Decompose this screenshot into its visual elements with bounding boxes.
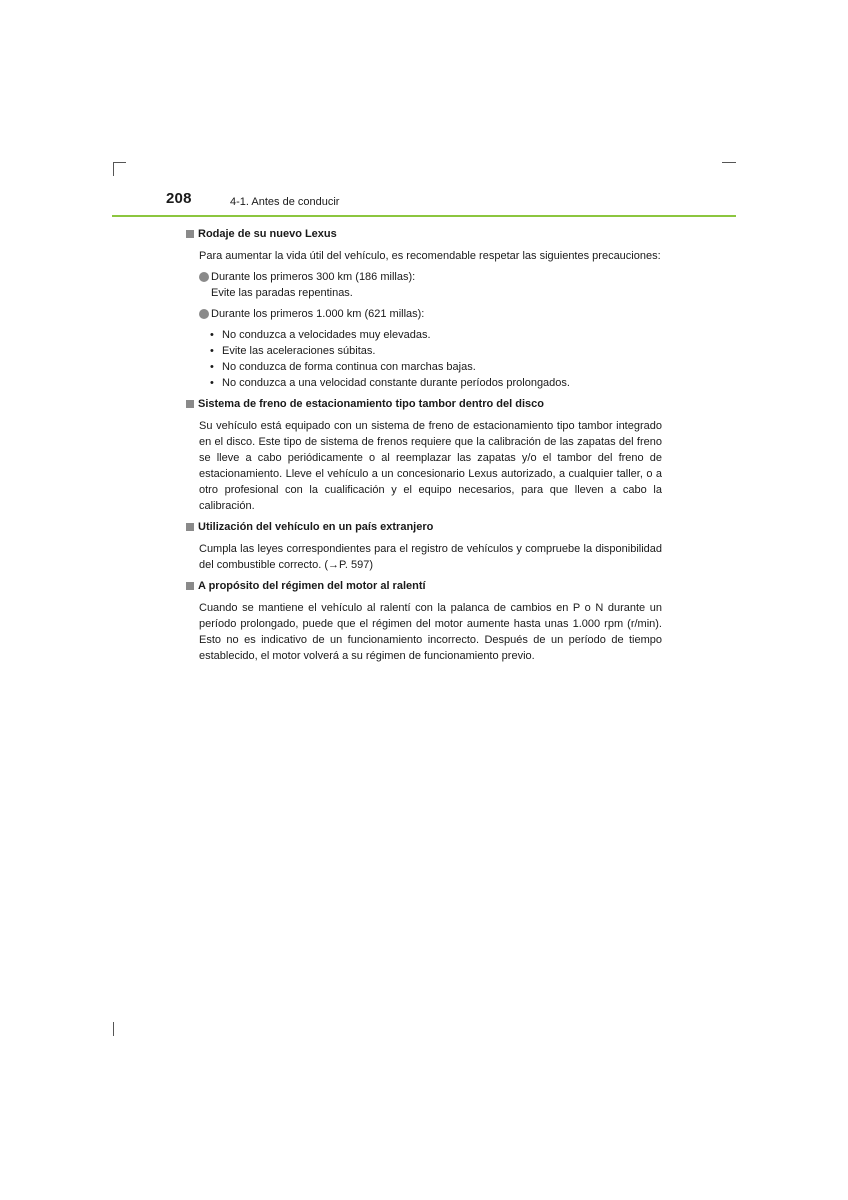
square-bullet-icon [186,523,194,531]
section-heading [186,226,662,242]
dot-bullet-icon: • [210,361,214,373]
crop-mark-top-left-vertical [113,162,114,176]
list-item [210,343,662,359]
crop-mark-bottom-left-vertical [113,1022,114,1036]
list-item [210,359,662,375]
section-body: Su vehículo está equipado con un sistema de freno de estacionamiento tipo tambor integrado en el disco. Este tipo de sistema de frenos requiere que la calibración de las zapatas del freno se lleve a cabo periódicamente o al reemplazar las zapatas y/o el tambor del freno de estacionamiento. Lleve el vehículo a un concesionario Lexus autorizado, a cualquier taller, o a otro profesional con la cualificación y el equipo necesarios, para que lleven a cabo la calibración. [199,420,662,512]
precautions-list [210,327,662,391]
section-body: Cumpla las leyes correspondientes para el registro de vehículos y compruebe la disponibilidad del combustible correcto. (→P. 597) [199,543,662,571]
header-rule [112,215,736,217]
section-foreign-country [186,519,662,573]
page-content [186,226,662,669]
list-item-text: Evite las aceleraciones súbitas. [222,345,376,357]
square-bullet-icon [186,400,194,408]
list-item-subtext: Evite las paradas repentinas. [211,287,353,299]
dot-bullet-icon: • [210,377,214,389]
section-title: 4-1. Antes de conducir [230,196,340,208]
section-body: Cuando se mantiene el vehículo al ralentí con la palanca de cambios en P o N durante un período prolongado, puede que el régimen del motor aumente hasta unas 1.000 rpm (r/min). Esto no es indicativo de un funcionamiento incorrecto. Después de un período de tiempo establecido, el motor volverá a su régimen de funcionamiento previo. [199,602,662,662]
list-item-text: No conduzca a una velocidad constante durante períodos prolongados. [222,377,570,389]
square-bullet-icon [186,230,194,238]
heading-text: Rodaje de su nuevo Lexus [198,228,337,240]
section-break-in [186,226,662,391]
crop-mark-top-left-horizontal [113,162,126,163]
heading-text: Sistema de freno de estacionamiento tipo tambor dentro del disco [198,398,544,410]
list-item [199,269,662,301]
section-heading [186,578,662,594]
section-heading [186,396,662,412]
list-item [210,375,662,391]
page-number: 208 [166,190,192,207]
list-item-text: No conduzca a velocidades muy elevadas. [222,329,431,341]
circle-bullet-icon [199,309,209,319]
list-item-text: Durante los primeros 300 km (186 millas): [211,271,416,283]
circle-bullet-icon [199,272,209,282]
dot-bullet-icon: • [210,345,214,357]
crop-mark-top-right-horizontal [722,162,736,163]
heading-text: A propósito del régimen del motor al ralentí [198,580,426,592]
section-parking-brake [186,396,662,514]
section-idle-speed [186,578,662,664]
section-heading [186,519,662,535]
list-item [210,327,662,343]
list-item-text: No conduzca de forma continua con marchas bajas. [222,361,476,373]
list-item-text: Durante los primeros 1.000 km (621 millas): [211,308,425,320]
dot-bullet-icon: • [210,329,214,341]
square-bullet-icon [186,582,194,590]
section-intro: Para aumentar la vida útil del vehículo, es recomendable respetar las siguientes precauciones: [199,250,661,262]
list-item [199,306,662,322]
heading-text: Utilización del vehículo en un país extranjero [198,521,434,533]
